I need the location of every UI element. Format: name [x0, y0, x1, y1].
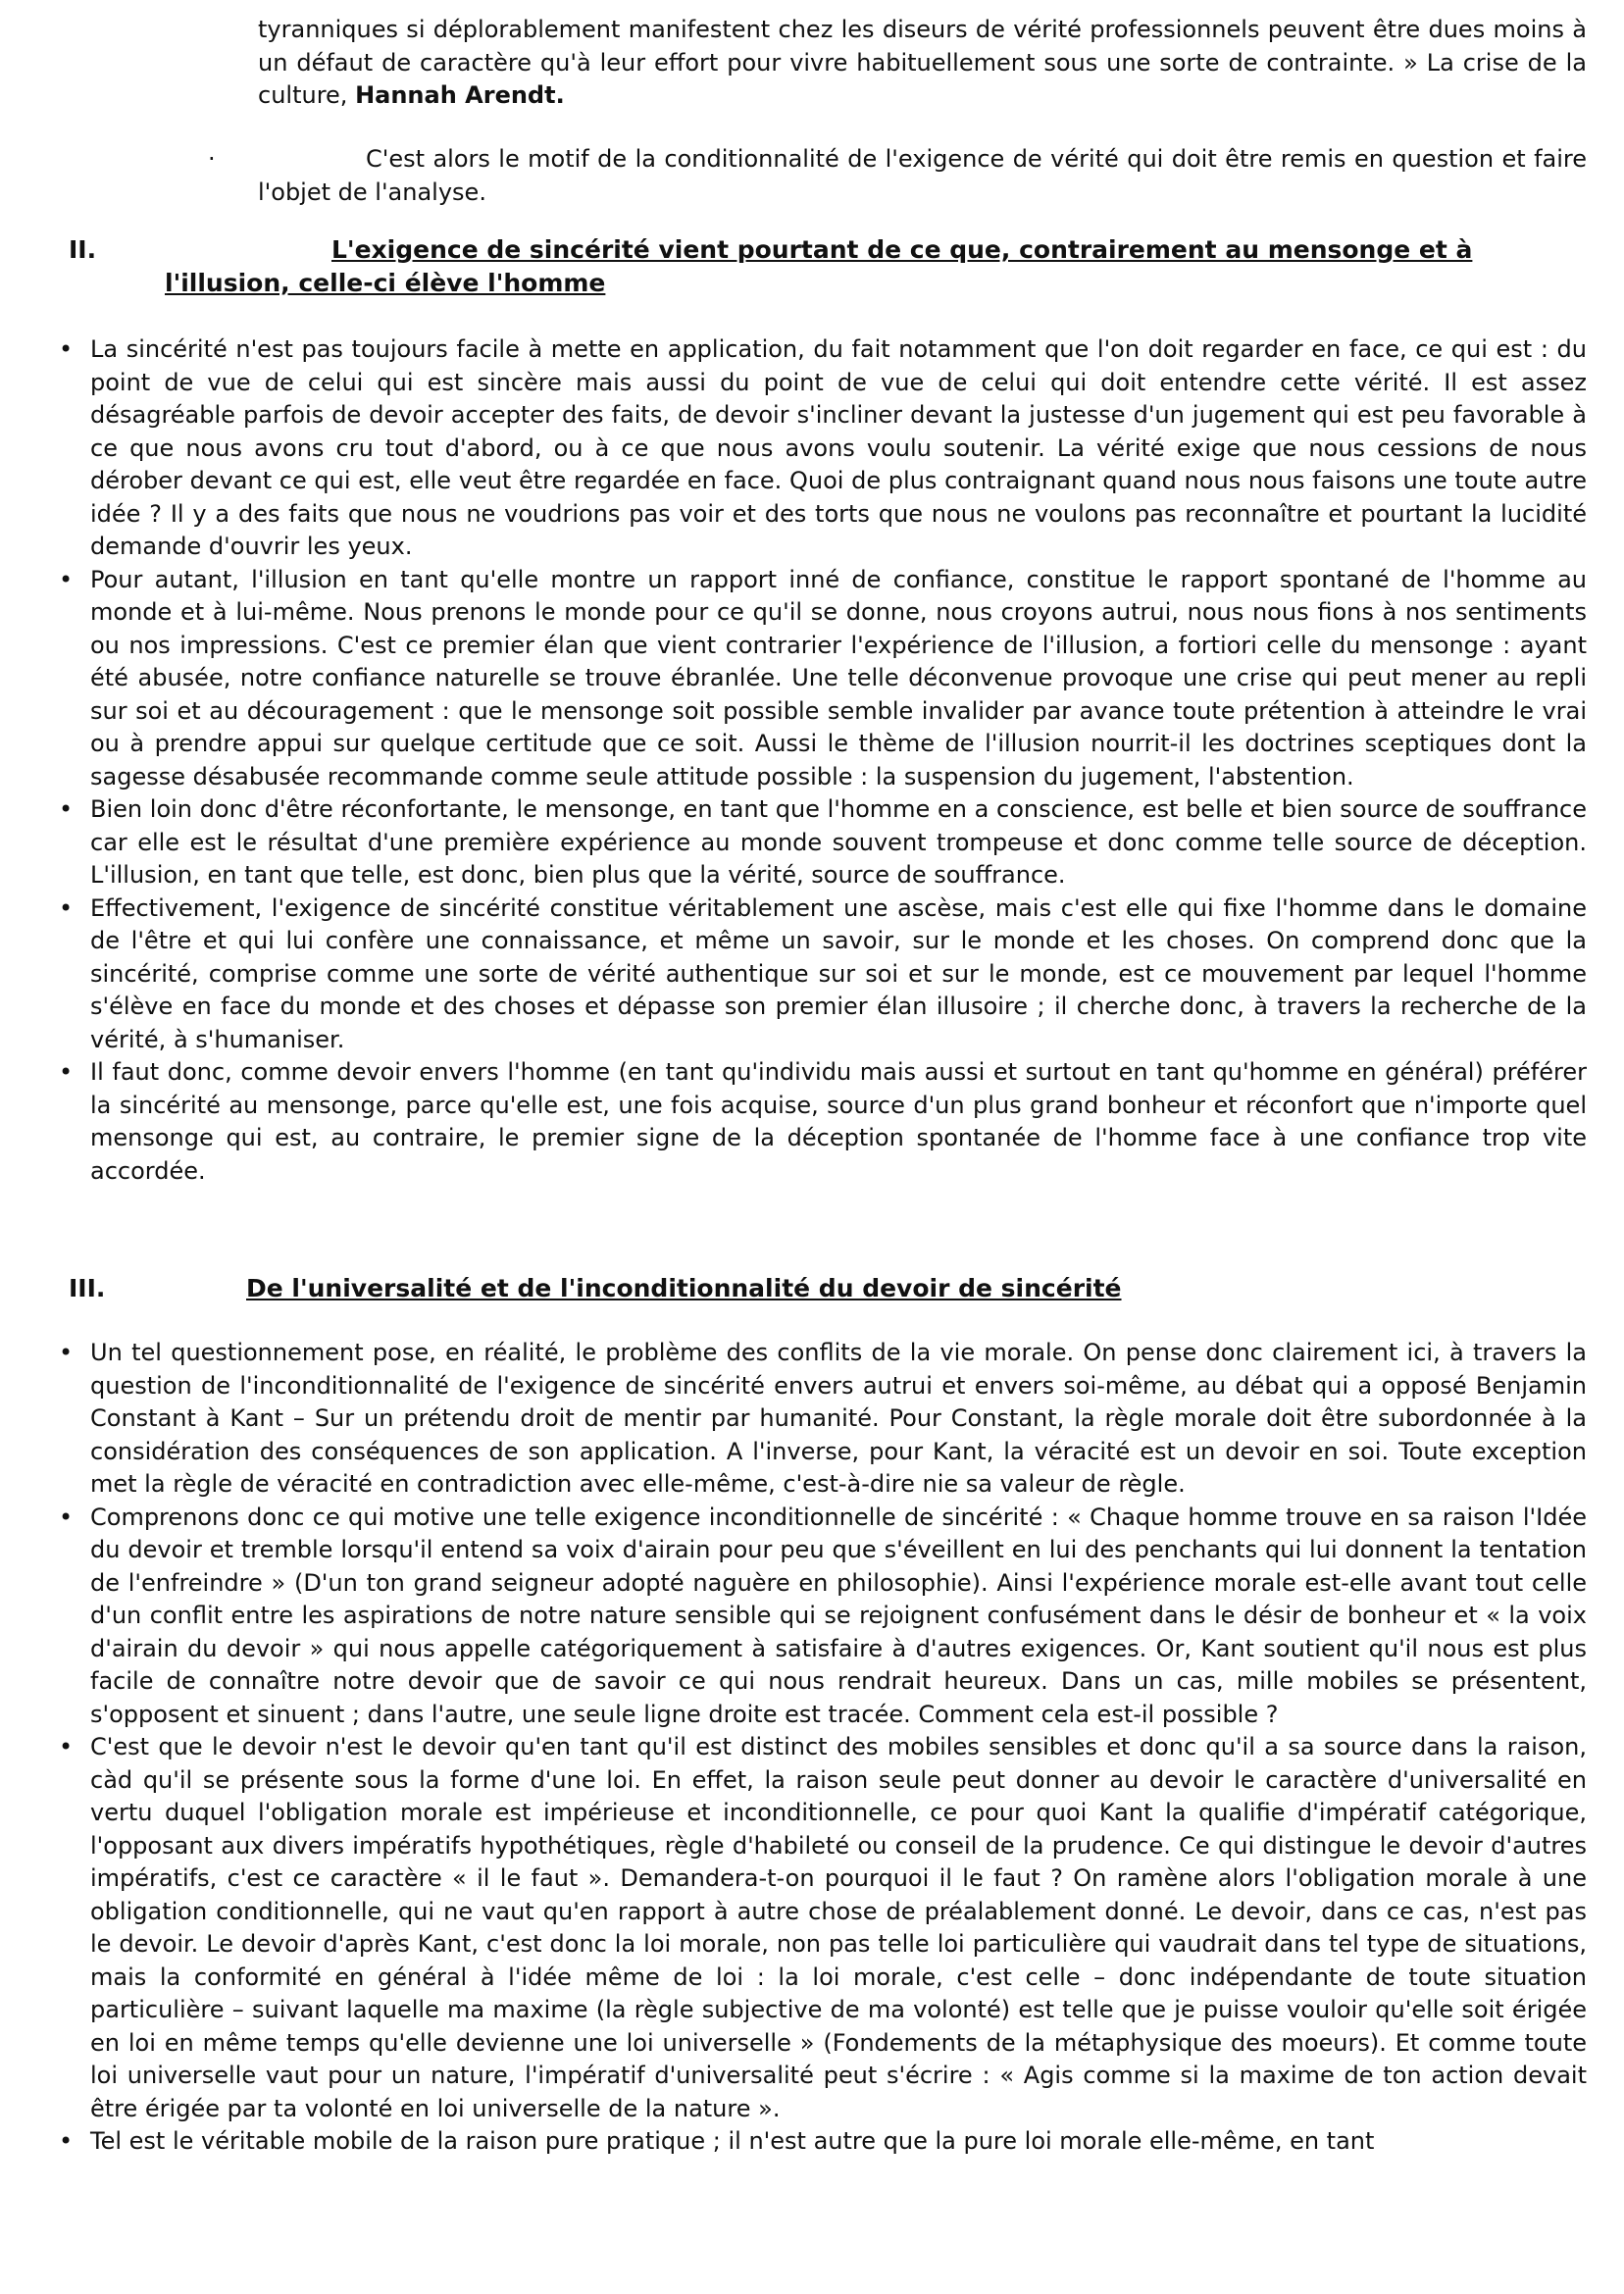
quote-text: tyranniques si déplorablement manifestent chez les diseurs de vérité professionnels peuvent être dues moins à un défaut de caractère qu'à leur effort pour vivre habituellement sous une sorte de contrainte. » La crise de la culture, — [258, 16, 1587, 109]
section-3-heading — [69, 1272, 1589, 1305]
section-2-bullet-list — [59, 333, 1587, 1188]
list-item: • Un tel questionnement pose, en réalité, le problème des conflits de la vie morale. On pense donc clairement ici, à travers la question de l'inconditionnalité de l'exigence de sincérité envers autrui et envers soi-même, au débat qui a opposé Benjamin Constant à Kant – Sur un prétendu droit de mentir par humanité. Pour Constant, la règle morale doit être subordonnée à la considération des conséquences de son application. A l'inverse, pour Kant, la véracité est un devoir en soi. Toute exception met la règle de véracité en contradiction avec elle-même, c'est-à-dire nie sa valeur de règle. — [59, 1337, 1587, 1502]
section-3-title: De l'universalité et de l'inconditionnalité du devoir de sincérité — [246, 1274, 1122, 1302]
list-item: • Tel est le véritable mobile de la raison pure pratique ; il n'est autre que la pure loi morale elle-même, en tant — [59, 2125, 1587, 2159]
list-item: • Pour autant, l'illusion en tant qu'elle montre un rapport inné de confiance, constitue le rapport spontané de l'homme au monde et à lui-même. Nous prenons le monde pour ce qu'il se donne, nous croyons autrui, nous nous fions à nos sentiments ou nos impressions. C'est ce premier élan que vient contrarier l'expérience de l'illusion, a fortiori celle du mensonge : ayant été abusée, notre confiance naturelle se trouve ébranlée. Une telle déconvenue provoque une crise qui peut mener au repli sur soi et au découragement : que le mensonge soit possible semble invalider par avance toute prétention à atteindre le vrai ou à prendre appui sur quelque certitude que ce soit. Aussi le thème de l'illusion nourrit-il les doctrines sceptiques dont la sagesse désabusée recommande comme seule attitude possible : la suspension du jugement, l'abstention. — [59, 564, 1587, 794]
dot-paragraph — [208, 143, 1587, 209]
list-item: • Effectivement, l'exigence de sincérité constitue véritablement une ascèse, mais c'est elle qui fixe l'homme dans le domaine de l'être et qui lui confère une connaissance, et même un savoir, sur le monde et les choses. On comprend donc que la sincérité, comprise comme une sorte de vérité authentique sur soi et sur le monde, est ce mouvement par lequel l'homme s'élève en face du monde et des choses et dépasse son premier élan illusoire ; il cherche donc, à travers la recherche de la vérité, à s'humaniser. — [59, 892, 1587, 1057]
section-2-title — [165, 233, 1589, 299]
section-3-bullet-list — [59, 1337, 1587, 2159]
list-item: • C'est que le devoir n'est le devoir qu'en tant qu'il est distinct des mobiles sensibles et donc qu'il a sa source dans la raison, càd qu'il se présente sous la forme d'une loi. En effet, la raison seule peut donner au devoir le caractère d'universalité en vertu duquel l'obligation morale est impérieuse et inconditionnelle, ce pour quoi Kant la qualifie d'impératif catégorique, l'opposant aux divers impératifs hypothétiques, règle d'habileté ou conseil de la prudence. Ce qui distingue le devoir d'autres impératifs, c'est ce caractère « il le faut ». Demandera-t-on pourquoi il le faut ? On ramène alors l'obligation morale à une obligation conditionnelle, qui ne vaut qu'en rapport à autre chose de préalablement donné. Le devoir, dans ce cas, n'est pas le devoir. Le devoir d'après Kant, c'est donc la loi morale, non pas telle loi particulière qui vaudrait dans tel type de situations, mais la conformité en général à l'idée même de loi : la loi morale, c'est celle – donc indépendante de toute situation particulière – suivant laquelle ma maxime (la règle subjective de ma volonté) est telle que je puisse vouloir qu'elle soit érigée en loi en même temps qu'elle devienne une loi universelle » (Fondements de la métaphysique des moeurs). Et comme toute loi universelle vaut pour un nature, l'impératif d'universalité peut s'écrire : « Agis comme si la maxime de ton action devait être érigée par ta volonté en loi universelle de la nature ». — [59, 1731, 1587, 2125]
list-item: • La sincérité n'est pas toujours facile à mette en application, du fait notamment que l'on doit regarder en face, ce qui est : du point de vue de celui qui est sincère mais aussi du point de vue de celui qui doit entendre cette vérité. Il est assez désagréable parfois de devoir accepter des faits, de devoir s'incliner devant la justesse d'un jugement qui est peu favorable à ce que nous avons cru tout d'abord, ou à ce que nous avons voulu soutenir. La vérité exige que nous cessions de nous dérober devant ce qui est, elle veut être regardée en face. Quoi de plus contraignant quand nous nous faisons une toute autre idée ? Il y a des faits que nous ne voudrions pas voir et des torts que nous ne voulons pas reconnaître et pourtant la lucidité demande d'ouvrir les yeux. — [59, 333, 1587, 564]
list-item: • Bien loin donc d'être réconfortante, le mensonge, en tant que l'homme en a conscience, est belle et bien source de souffrance car elle est le résultat d'une première expérience au monde souvent trompeuse et donc comme telle source de déception. L'illusion, en tant que telle, est donc, bien plus que la vérité, source de souffrance. — [59, 793, 1587, 892]
quote-author: Hannah Arendt. — [355, 81, 565, 109]
list-item: • Il faut donc, comme devoir envers l'homme (en tant qu'individu mais aussi et surtout en tant qu'homme en général) préférer la sincérité au mensonge, parce qu'elle est, une fois acquise, source d'un plus grand bonheur et réconfort que n'importe quel mensonge qui est, au contraire, le premier signe de la déception spontanée de l'homme face à une confiance trop vite accordée. — [59, 1056, 1587, 1188]
section-2-heading — [69, 233, 1589, 299]
list-item: • Comprenons donc ce qui motive une telle exigence inconditionnelle de sincérité : « Chaque homme trouve en sa raison l'Idée du devoir et tremble lorsqu'il entend sa voix d'airain pour peu que s'éveillent en lui des penchants qui lui donnent la tentation de l'enfreindre » (D'un ton grand seigneur adopté naguère en philosophie). Ainsi l'expérience morale est-elle avant tout celle d'un conflit entre les aspirations de notre nature sensible qui se rejoignent confusément dans le désir de bonheur et « la voix d'airain du devoir » qui nous appelle catégoriquement à satisfaire à d'autres exigences. Or, Kant soutient qu'il nous est plus facile de connaître notre devoir que de savoir ce qui nous rendrait heureux. Dans un cas, mille mobiles se présentent, s'opposent et sinuent ; dans l'autre, une seule ligne droite est tracée. Comment cela est-il possible ? — [59, 1502, 1587, 1732]
dot-marker: · — [208, 145, 216, 173]
dot-paragraph-text: C'est alors le motif de la conditionnalité de l'exigence de vérité qui doit être remis en question et faire l'objet de l'analyse. — [258, 145, 1587, 206]
section-3-number: III. — [69, 1274, 106, 1302]
quote-continuation — [258, 14, 1587, 113]
section-2-title-line1: L'exigence de sincérité vient pourtant de ce que, contrairement au mensonge et à — [331, 235, 1473, 264]
section-2-title-line2: l'illusion, celle-ci élève l'homme — [165, 268, 606, 297]
section-2-number: II. — [69, 235, 97, 264]
